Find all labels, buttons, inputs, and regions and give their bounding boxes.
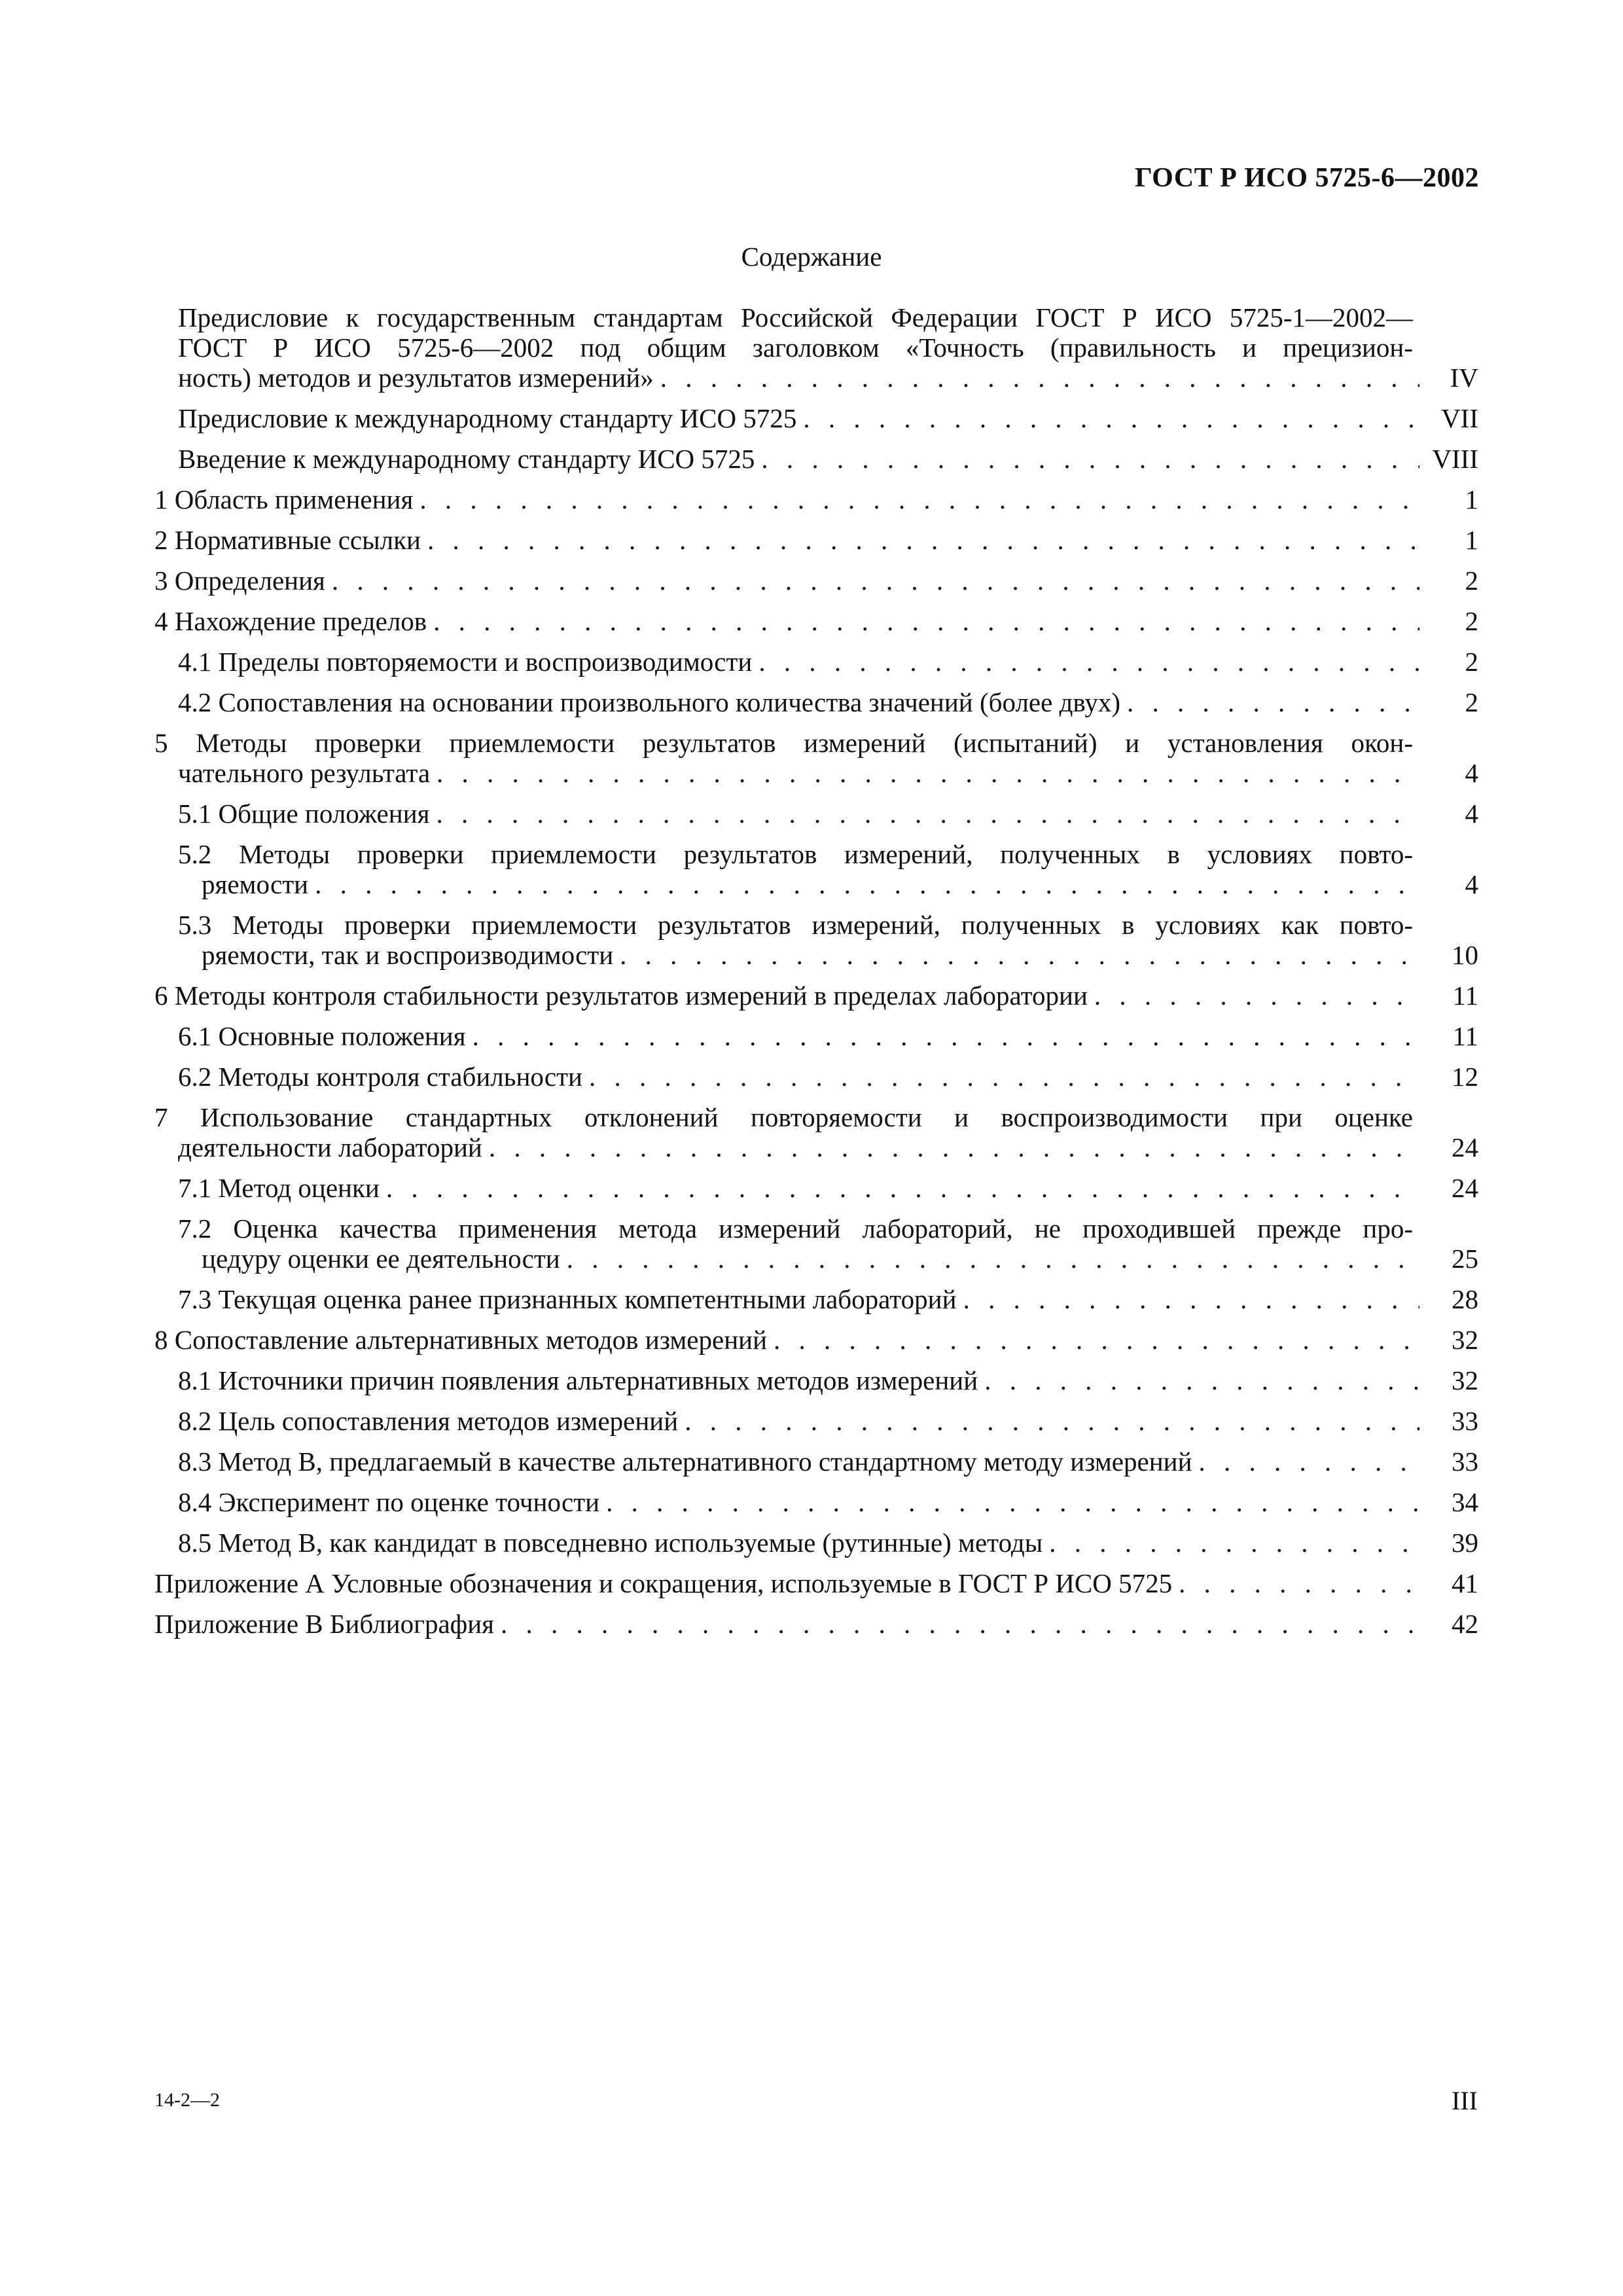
toc-entry-text: 7.1 Метод оценки bbox=[178, 1173, 380, 1203]
leader-dots bbox=[606, 1487, 1419, 1517]
toc-entry-line: ГОСТ Р ИСО 5725-6—2002 под общим заголовком «Точность (правильность и прецизион- bbox=[178, 332, 1413, 363]
leader-dots bbox=[386, 1173, 1419, 1203]
leader-dots bbox=[774, 1325, 1419, 1355]
toc-entry-section-4-2[interactable] bbox=[154, 687, 1478, 717]
leader-dots bbox=[433, 606, 1419, 636]
leader-dots bbox=[620, 940, 1419, 970]
toc-entry-section-7[interactable] bbox=[154, 1102, 1478, 1162]
toc-entry-text: 6.2 Методы контроля стабильности bbox=[178, 1062, 582, 1092]
toc-entry-line: 5.2 Методы проверки приемлемости результатов измерений, полученных в условиях повто- bbox=[178, 839, 1413, 869]
toc-entry-section-5-3[interactable] bbox=[154, 910, 1478, 970]
toc-entry-page: 28 bbox=[1452, 1284, 1478, 1314]
toc-entry-text: деятельности лабораторий bbox=[178, 1132, 482, 1162]
toc-entry-page: 2 bbox=[1465, 687, 1478, 717]
leader-dots bbox=[427, 525, 1419, 555]
toc-entry-page: 10 bbox=[1452, 940, 1478, 970]
toc-entry-text: 8 Сопоставление альтернативных методов измерений bbox=[154, 1325, 768, 1355]
toc-entry-page: 33 bbox=[1452, 1446, 1478, 1477]
toc-entry-section-8-4[interactable] bbox=[154, 1487, 1478, 1517]
toc-entry-text: цедуру оценки ее деятельности bbox=[202, 1244, 560, 1274]
toc-entry-section-6[interactable] bbox=[154, 980, 1478, 1011]
toc-entry-page: IV bbox=[1450, 363, 1478, 393]
toc-entry-page: 2 bbox=[1465, 606, 1478, 636]
toc-entry-page: 24 bbox=[1452, 1132, 1478, 1162]
toc-entry-section-8-5[interactable] bbox=[154, 1528, 1478, 1558]
toc-entry-section-8-3[interactable] bbox=[154, 1446, 1478, 1477]
toc-entry-section-4[interactable] bbox=[154, 606, 1478, 636]
leader-dots bbox=[332, 565, 1419, 596]
table-of-contents bbox=[154, 302, 1478, 1649]
leader-dots bbox=[984, 1365, 1419, 1395]
toc-entry-text: ряемости, так и воспроизводимости bbox=[202, 940, 614, 970]
toc-entry-text: ряемости bbox=[202, 869, 309, 899]
toc-entry-page: 12 bbox=[1452, 1062, 1478, 1092]
toc-entry-text: 8.3 Метод В, предлагаемый в качестве альтернативного стандартному методу измерений bbox=[178, 1446, 1192, 1477]
toc-entry-page: 1 bbox=[1465, 525, 1478, 555]
toc-entry-page: 4 bbox=[1465, 869, 1478, 899]
toc-entry-section-7-2[interactable] bbox=[154, 1213, 1478, 1274]
leader-dots bbox=[437, 758, 1419, 788]
leader-dots bbox=[758, 647, 1419, 677]
toc-entry-text: 8.4 Эксперимент по оценке точности bbox=[178, 1487, 600, 1517]
toc-entry-text: 8.1 Источники причин появления альтернативных методов измерений bbox=[178, 1365, 978, 1395]
toc-entry-line: Предисловие к государственным стандартам Российской Федерации ГОСТ Р ИСО 5725-1—2002— bbox=[178, 302, 1413, 332]
toc-entry-section-7-3[interactable] bbox=[154, 1284, 1478, 1314]
toc-entry-page: 42 bbox=[1452, 1609, 1478, 1639]
toc-entry-page: 24 bbox=[1452, 1173, 1478, 1203]
toc-entry-page: 1 bbox=[1465, 484, 1478, 514]
toc-entry-page: 11 bbox=[1452, 980, 1478, 1011]
toc-entry-page: 4 bbox=[1465, 758, 1478, 788]
leader-dots bbox=[685, 1406, 1419, 1436]
page-number: III bbox=[1452, 2086, 1478, 2115]
leader-dots bbox=[419, 484, 1419, 514]
toc-entry-text: 2 Нормативные ссылки bbox=[154, 525, 421, 555]
toc-entry-page: 32 bbox=[1452, 1325, 1478, 1355]
toc-entry-text: чательного результата bbox=[178, 758, 431, 788]
toc-entry-page: 2 bbox=[1465, 565, 1478, 596]
toc-entry-section-7-1[interactable] bbox=[154, 1173, 1478, 1203]
leader-dots bbox=[803, 403, 1419, 433]
signature-mark: 14-2—2 bbox=[154, 2089, 220, 2111]
leader-dots bbox=[315, 869, 1419, 899]
toc-entry-text: Введение к международному стандарту ИСО 5725 bbox=[178, 444, 755, 474]
toc-entry-page: 33 bbox=[1452, 1406, 1478, 1436]
toc-entry-line: 5.3 Методы проверки приемлемости результатов измерений, полученных в условиях как повто- bbox=[178, 910, 1413, 940]
toc-entry-section-3[interactable] bbox=[154, 565, 1478, 596]
toc-entry-text: 5.1 Общие положения bbox=[178, 798, 430, 829]
toc-entry-text: 3 Определения bbox=[154, 565, 325, 596]
toc-entry-page: 41 bbox=[1452, 1568, 1478, 1598]
toc-entry-section-8-1[interactable] bbox=[154, 1365, 1478, 1395]
leader-dots bbox=[437, 798, 1420, 829]
toc-entry-preface-iso[interactable] bbox=[154, 403, 1478, 433]
toc-entry-section-8-2[interactable] bbox=[154, 1406, 1478, 1436]
toc-entry-page: 32 bbox=[1452, 1365, 1478, 1395]
leader-dots bbox=[963, 1284, 1419, 1314]
toc-entry-section-6-2[interactable] bbox=[154, 1062, 1478, 1092]
toc-entry-line: 5 Методы проверки приемлемости результатов измерений (испытаний) и установления окон- bbox=[154, 728, 1413, 758]
toc-entry-page: VII bbox=[1441, 403, 1478, 433]
leader-dots bbox=[473, 1021, 1419, 1051]
toc-entry-preface-gost[interactable] bbox=[154, 302, 1478, 393]
toc-entry-text: 4.2 Сопоставления на основании произвольного количества значений (более двух) bbox=[178, 687, 1121, 717]
toc-entry-section-8[interactable] bbox=[154, 1325, 1478, 1355]
toc-entry-page: 25 bbox=[1452, 1244, 1478, 1274]
leader-dots bbox=[1049, 1528, 1419, 1558]
toc-entry-page: VIII bbox=[1432, 444, 1478, 474]
toc-entry-section-2[interactable] bbox=[154, 525, 1478, 555]
toc-entry-annex-a[interactable] bbox=[154, 1568, 1478, 1598]
toc-entry-page: 4 bbox=[1465, 798, 1478, 829]
toc-entry-introduction[interactable] bbox=[154, 444, 1478, 474]
toc-entry-text: 6 Методы контроля стабильности результатов измерений в пределах лаборатории bbox=[154, 980, 1088, 1011]
toc-entry-section-6-1[interactable] bbox=[154, 1021, 1478, 1051]
toc-entry-text: 8.2 Цель сопоставления методов измерений bbox=[178, 1406, 679, 1436]
leader-dots bbox=[1179, 1568, 1419, 1598]
toc-entry-section-4-1[interactable] bbox=[154, 647, 1478, 677]
leader-dots bbox=[489, 1132, 1419, 1162]
document-designation: ГОСТ Р ИСО 5725-6—2002 bbox=[1134, 163, 1479, 193]
toc-entry-text: Приложение В Библиография bbox=[154, 1609, 495, 1639]
toc-entry-line: 7 Использование стандартных отклонений повторяемости и воспроизводимости при оценке bbox=[154, 1102, 1413, 1132]
toc-entry-line: 7.2 Оценка качества применения метода измерений лабораторий, не проходившей прежде про- bbox=[178, 1213, 1413, 1244]
toc-entry-page: 34 bbox=[1452, 1487, 1478, 1517]
toc-entry-section-1[interactable] bbox=[154, 484, 1478, 514]
toc-entry-text: 8.5 Метод В, как кандидат в повседневно используемые (рутинные) методы bbox=[178, 1528, 1043, 1558]
leader-dots bbox=[1199, 1446, 1419, 1477]
toc-entry-section-5[interactable] bbox=[154, 728, 1478, 788]
toc-entry-text: 1 Область применения bbox=[154, 484, 414, 514]
leader-dots bbox=[1127, 687, 1419, 717]
toc-entry-page: 11 bbox=[1452, 1021, 1478, 1051]
leader-dots bbox=[1094, 980, 1419, 1011]
toc-entry-text: 7.3 Текущая оценка ранее признанных компетентными лабораторий bbox=[178, 1284, 957, 1314]
page-title: Содержание bbox=[741, 242, 882, 272]
toc-entry-annex-b[interactable] bbox=[154, 1609, 1478, 1639]
toc-entry-text: Предисловие к международному стандарту ИСО 5725 bbox=[178, 403, 797, 433]
toc-entry-section-5-2[interactable] bbox=[154, 839, 1478, 899]
toc-entry-page: 39 bbox=[1452, 1528, 1478, 1558]
toc-entry-text: 4 Нахождение пределов bbox=[154, 606, 427, 636]
toc-entry-text: 4.1 Пределы повторяемости и воспроизводимости bbox=[178, 647, 753, 677]
leader-dots bbox=[501, 1609, 1419, 1639]
leader-dots bbox=[660, 363, 1419, 393]
leader-dots bbox=[589, 1062, 1419, 1092]
toc-entry-text: 6.1 Основные положения bbox=[178, 1021, 466, 1051]
leader-dots bbox=[761, 444, 1419, 474]
toc-entry-text: ность) методов и результатов измерений» bbox=[178, 363, 654, 393]
toc-entry-text: Приложение А Условные обозначения и сокращения, используемые в ГОСТ Р ИСО 5725 bbox=[154, 1568, 1173, 1598]
toc-entry-section-5-1[interactable] bbox=[154, 798, 1478, 829]
toc-entry-page: 2 bbox=[1465, 647, 1478, 677]
leader-dots bbox=[567, 1244, 1419, 1274]
